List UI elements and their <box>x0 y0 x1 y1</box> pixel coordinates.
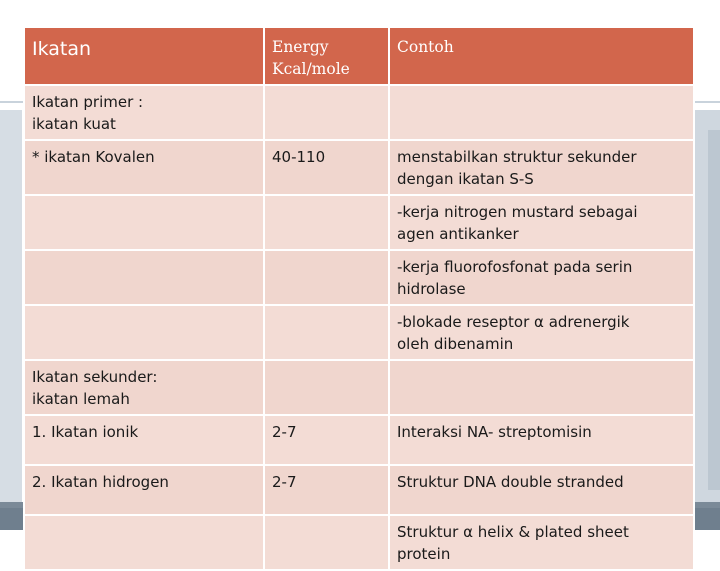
cell-energy <box>264 305 389 360</box>
cell-ikatan <box>24 305 264 360</box>
header-contoh: Contoh <box>389 27 694 85</box>
table-header-row <box>24 27 694 85</box>
table-row <box>24 140 694 195</box>
slide-right-band <box>708 130 720 490</box>
cell-contoh <box>389 85 694 140</box>
cell-ikatan: Ikatan primer : ikatan kuat <box>24 85 264 140</box>
cell-energy <box>264 85 389 140</box>
bond-energy-table <box>23 26 695 571</box>
cell-ikatan: 1. Ikatan ionik <box>24 415 264 465</box>
cell-ikatan: Ikatan sekunder: ikatan lemah <box>24 360 264 415</box>
cell-contoh: -kerja nitrogen mustard sebagai agen antikanker <box>389 195 694 250</box>
table-row <box>24 360 694 415</box>
cell-ikatan <box>24 250 264 305</box>
cell-ikatan: 2. Ikatan hidrogen <box>24 465 264 515</box>
cell-energy: 40-110 <box>264 140 389 195</box>
cell-energy <box>264 250 389 305</box>
cell-contoh: Struktur α helix & plated sheet protein <box>389 515 694 570</box>
cell-energy <box>264 195 389 250</box>
slide-left-panel <box>0 110 22 530</box>
table-row <box>24 515 694 570</box>
table-row <box>24 305 694 360</box>
cell-contoh: Struktur DNA double stranded <box>389 465 694 515</box>
header-energy: Energy Kcal/mole <box>264 27 389 85</box>
table-row <box>24 465 694 515</box>
cell-energy: 2-7 <box>264 465 389 515</box>
cell-ikatan: * ikatan Kovalen <box>24 140 264 195</box>
cell-contoh: -blokade reseptor α adrenergik oleh dibenamin <box>389 305 694 360</box>
cell-ikatan <box>24 515 264 570</box>
table-row <box>24 195 694 250</box>
cell-contoh <box>389 360 694 415</box>
cell-contoh: -kerja fluorofosfonat pada serin hidrolase <box>389 250 694 305</box>
table-row <box>24 250 694 305</box>
header-ikatan: Ikatan <box>24 27 264 85</box>
cell-contoh: Interaksi NA- streptomisin <box>389 415 694 465</box>
cell-energy: 2-7 <box>264 415 389 465</box>
cell-ikatan <box>24 195 264 250</box>
cell-contoh: menstabilkan struktur sekunder dengan ikatan S-S <box>389 140 694 195</box>
table-row <box>24 415 694 465</box>
table-row <box>24 85 694 140</box>
cell-energy <box>264 515 389 570</box>
cell-energy <box>264 360 389 415</box>
